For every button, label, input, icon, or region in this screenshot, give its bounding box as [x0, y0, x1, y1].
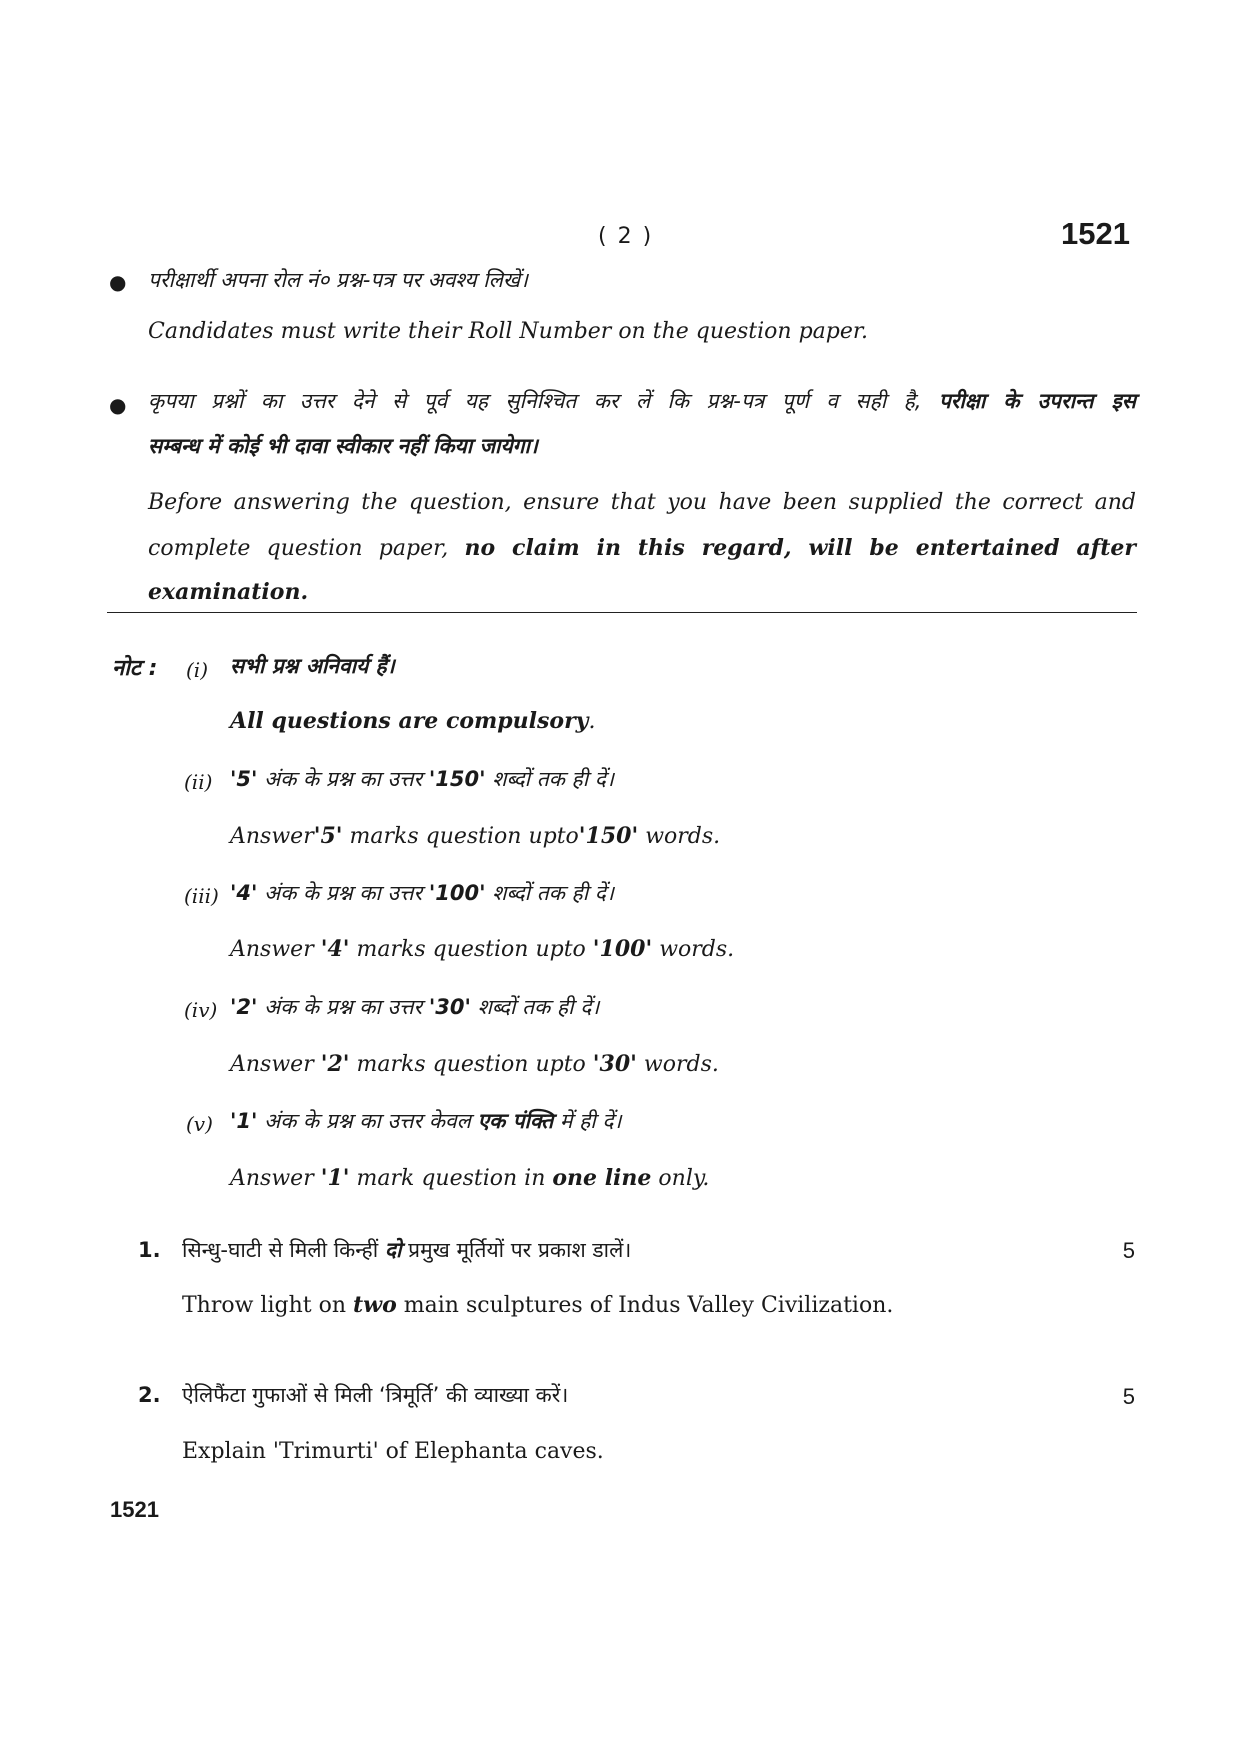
note-item-2-hindi-words: '150' — [428, 767, 486, 791]
note-item-3-english-marks: '4' — [320, 936, 350, 962]
note-item-3-hindi-marks: '4' — [230, 881, 258, 905]
note-item-5-english-end: only. — [658, 1166, 710, 1191]
note-item-5-english-bold: one line — [552, 1165, 652, 1191]
note-item-1-number: (i) — [186, 658, 209, 682]
bullet-icon: ● — [109, 393, 127, 417]
note-item-5-number: (v) — [186, 1112, 213, 1136]
page-number: ( 2 ) — [598, 224, 654, 249]
question-2-number: 2. — [138, 1383, 161, 1407]
question-1-hindi-pre: सिन्धु-घाटी से मिली किन्हीं — [182, 1238, 379, 1262]
question-1-number: 1. — [138, 1238, 161, 1262]
note-item-2-hindi-end: शब्दों तक ही दें। — [492, 767, 614, 791]
divider — [107, 612, 1137, 613]
note-item-4-english — [230, 1051, 719, 1077]
note-item-5-english — [230, 1165, 709, 1191]
bullet-icon: ● — [109, 270, 127, 294]
note-item-3-hindi-words: '100' — [428, 881, 486, 905]
note-item-5-english-pre: Answer — [230, 1166, 314, 1191]
note-item-4-hindi — [230, 993, 599, 1021]
note-item-2-english-pre: Answer — [230, 824, 314, 849]
question-1-english-pre: Throw light on — [182, 1293, 347, 1318]
instruction-2-english-line1: Before answering the question, ensure that you have been supplied the correct and — [148, 490, 1136, 515]
note-item-4-english-marks: '2' — [320, 1051, 350, 1077]
note-item-2-english-mid: marks question upto — [349, 824, 579, 849]
instruction-2-hindi-line1 — [148, 387, 1136, 415]
note-item-2-hindi-mid: अंक के प्रश्न का उत्तर — [264, 767, 423, 791]
note-item-5-english-mid: mark question in — [356, 1166, 546, 1191]
note-item-3-english-words: '100' — [592, 936, 653, 962]
instruction-2-hindi-line2: सम्बन्ध में कोई भी दावा स्वीकार नहीं किया जायेगा। — [148, 434, 538, 458]
instruction-2-hindi-normal: कृपया प्रश्नों का उत्तर देने से पूर्व यह सुनिश्चित कर लें कि प्रश्न-पत्र पूर्ण व सही है, — [148, 389, 922, 413]
question-1-hindi — [182, 1236, 631, 1264]
note-item-5-english-marks: '1' — [320, 1165, 350, 1191]
note-item-5-hindi — [230, 1107, 622, 1135]
note-item-4-english-words: '30' — [592, 1051, 637, 1077]
note-item-4-hindi-end: शब्दों तक ही दें। — [477, 995, 600, 1019]
note-item-4-hindi-words: '30' — [428, 995, 471, 1019]
note-item-1-english-end: . — [588, 709, 596, 734]
question-1-english-post: main sculptures of Indus Valley Civilization. — [403, 1293, 894, 1318]
question-2-marks: 5 — [1122, 1384, 1135, 1409]
note-label: नोट : — [112, 656, 158, 681]
note-item-5-hindi-end: में ही दें। — [559, 1109, 622, 1133]
note-item-1-english — [230, 708, 595, 734]
note-item-5-hindi-bold: एक पंक्ति — [477, 1109, 554, 1133]
instruction-1-hindi: परीक्षार्थी अपना रोल नं० प्रश्न-पत्र पर अवश्य लिखें। — [148, 268, 528, 292]
note-item-2-hindi-marks: '5' — [230, 767, 258, 791]
note-item-2-english-words: '150' — [578, 823, 639, 849]
note-item-4-hindi-marks: '2' — [230, 995, 258, 1019]
note-item-3-english-pre: Answer — [230, 937, 314, 962]
question-2-english: Explain 'Trimurti' of Elephanta caves. — [182, 1439, 604, 1464]
note-item-2-english-end: words. — [645, 824, 721, 849]
note-item-3-hindi — [230, 879, 614, 907]
instruction-2-english-normal: complete question paper, — [148, 536, 449, 561]
note-item-4-english-pre: Answer — [230, 1052, 314, 1077]
note-item-3-hindi-mid: अंक के प्रश्न का उत्तर — [264, 881, 423, 905]
note-item-1-english-bold: All questions are compulsory — [230, 708, 589, 734]
question-1-marks: 5 — [1122, 1238, 1135, 1263]
note-item-2-number: (ii) — [184, 770, 213, 794]
paper-code-header: 1521 — [1061, 216, 1130, 251]
paper-code-footer: 1521 — [110, 1497, 159, 1522]
note-item-4-hindi-mid: अंक के प्रश्न का उत्तर — [264, 995, 423, 1019]
question-1-english-bold: two — [353, 1292, 397, 1318]
note-item-2-hindi — [230, 765, 614, 793]
note-item-4-number: (iv) — [184, 998, 218, 1022]
instruction-2-hindi-bold: परीक्षा के उपरान्त इस — [938, 389, 1136, 413]
note-item-3-english — [230, 936, 734, 962]
note-item-3-hindi-end: शब्दों तक ही दें। — [492, 881, 614, 905]
instruction-2-english-line2 — [148, 535, 1136, 561]
question-1-hindi-bold: दो — [384, 1238, 402, 1262]
instruction-1-english: Candidates must write their Roll Number on the question paper. — [148, 319, 868, 344]
note-item-5-hindi-mid: अंक के प्रश्न का उत्तर केवल — [264, 1109, 471, 1133]
question-1-english — [182, 1292, 893, 1318]
instruction-2-english-bold: no claim in this regard, will be entertained after — [464, 535, 1136, 561]
question-1-hindi-post: प्रमुख मूर्तियों पर प्रकाश डालें। — [408, 1238, 632, 1262]
note-item-4-english-end: words. — [643, 1052, 719, 1077]
instruction-2-english-line3: examination. — [148, 579, 309, 605]
note-item-5-hindi-marks: '1' — [230, 1109, 258, 1133]
note-item-2-english — [230, 823, 720, 849]
question-2-hindi: ऐलिफैंटा गुफाओं से मिली ‘त्रिमूर्ति’ की व्याख्या करें। — [182, 1383, 569, 1407]
note-item-4-english-mid: marks question upto — [356, 1052, 586, 1077]
note-item-3-english-mid: marks question upto — [356, 937, 586, 962]
note-item-3-english-end: words. — [659, 937, 735, 962]
note-item-2-english-marks: '5' — [313, 823, 343, 849]
note-item-3-number: (iii) — [184, 884, 219, 908]
note-item-1-hindi: सभी प्रश्न अनिवार्य हैं। — [230, 654, 395, 678]
